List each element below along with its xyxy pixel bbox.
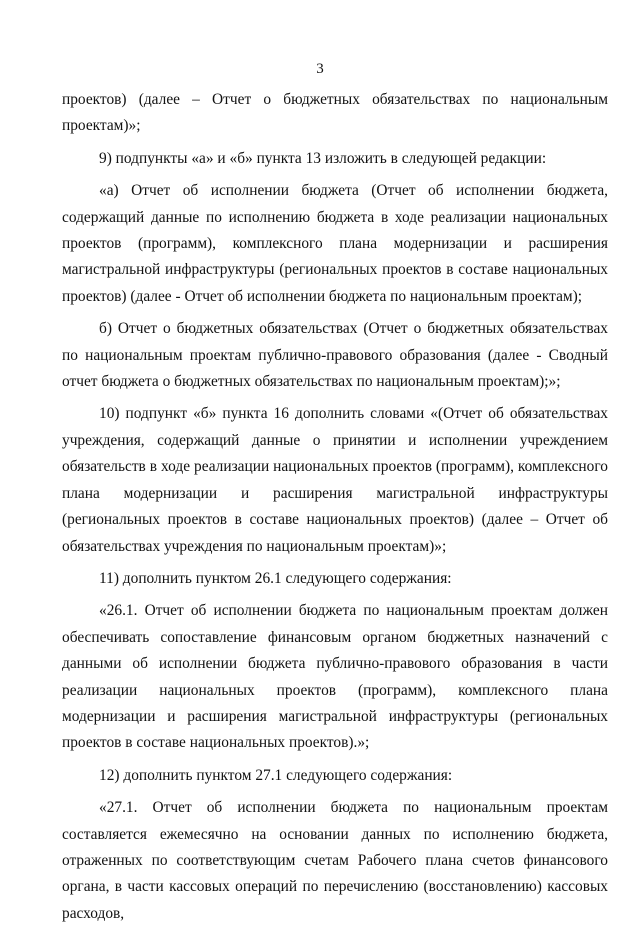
paragraph-item-9: 9) подпункты «а» и «б» пункта 13 изложить в следующей редакции:: [99, 149, 547, 167]
paragraph-item-12: 12) дополнить пунктом 27.1 следующего содержания:: [99, 766, 453, 784]
paragraph-clause-27-1: «27.1. Отчет об исполнении бюджета по национальным проектам составляется ежемесячно на основании данных по исполнению бюджета, отраженных по соответствующим счетам Рабочего плана счетов финансового органа, в части кассовых операций по перечислению (восстановлению) кассовых расходов,: [62, 799, 608, 922]
paragraph-item-10: 10) подпункт «б» пункта 16 дополнить словами «(Отчет об обязательствах учреждения, содержащий данные о принятии и исполнении учреждением обязательств в ходе реализации национальных проектов (программ), комплексного плана модернизации и расширения магистральной инфраструктуры (региональных проектов в составе национальных проектов) (далее – Отчет об обязательствах учреждения по национальным проектам)»;: [62, 405, 608, 555]
paragraph-continuation: проектов) (далее – Отчет о бюджетных обязательствах по национальным проектам)»;: [62, 91, 608, 135]
paragraph-item-11: 11) дополнить пунктом 26.1 следующего содержания:: [99, 569, 452, 587]
paragraph-subitem-a: «а) Отчет об исполнении бюджета (Отчет об исполнении бюджета, содержащий данные по исполнению бюджета в ходе реализации национальных проектов (программ), комплексного плана модернизации и расширения магистральной инфраструктуры (региональных проектов в составе национальных проектов) (далее - Отчет об исполнении бюджета по национальным проектам);: [62, 182, 608, 305]
page-number: 3: [316, 61, 324, 77]
paragraph-clause-26-1: «26.1. Отчет об исполнении бюджета по национальным проектам должен обеспечивать сопоставление финансовым органом бюджетных назначений с данными об исполнении бюджета публично-правового образования в части реализации национальных проектов (программ), комплексного плана модернизации и расширения магистральной инфраструктуры (региональных проектов в составе национальных проектов).»;: [62, 602, 608, 752]
paragraph-subitem-b: б) Отчет о бюджетных обязательствах (Отчет о бюджетных обязательствах по национальным проектам публично-правового образования (далее - Сводный отчет бюджета о бюджетных обязательствах по национальным проектам);»;: [62, 320, 608, 391]
document-body: [62, 87, 608, 927]
